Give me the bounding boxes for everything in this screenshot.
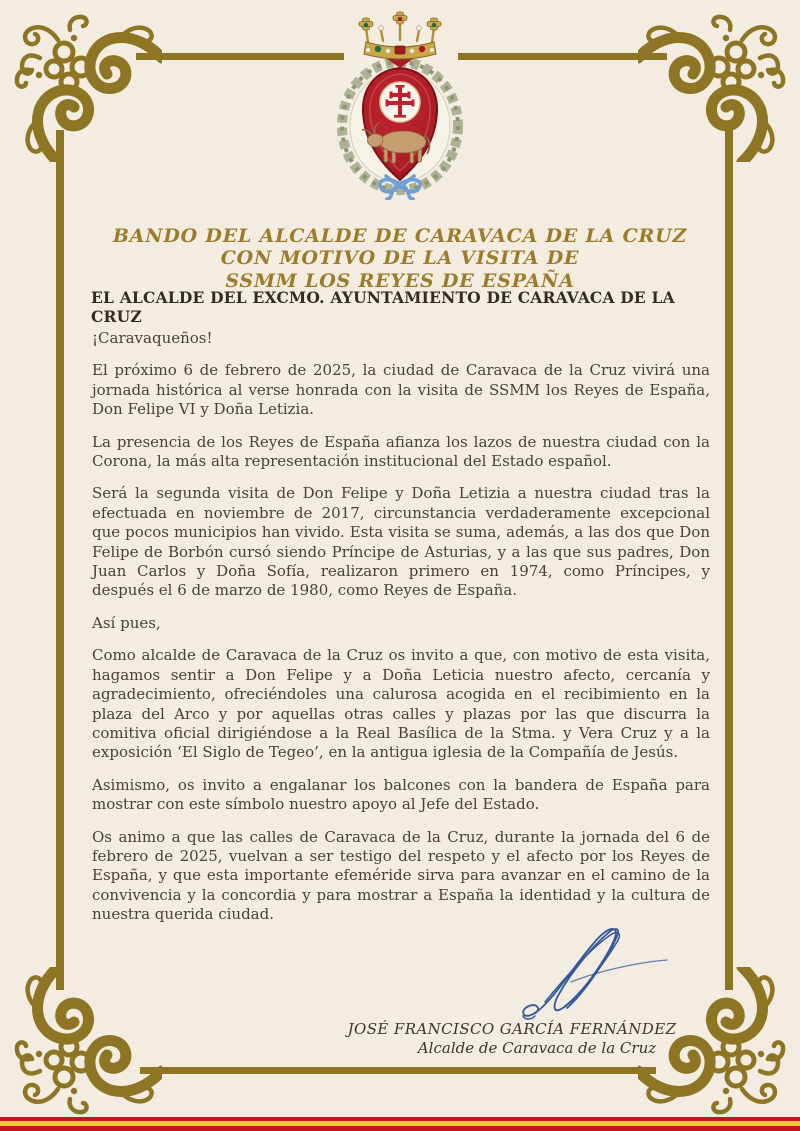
paragraph: El próximo 6 de febrero de 2025, la ciudad de Caravaca de la Cruz vivirá una jornada histórica al verse honrada con la visita de SSMM los Reyes de España, Don Felipe VI y Doña Letizia. — [92, 361, 710, 419]
coat-of-arms-icon — [320, 8, 480, 200]
paragraph: La presencia de los Reyes de España afianza los lazos de nuestra ciudad con la Corona, la más alta representación institucional del Estado español. — [92, 432, 710, 471]
signature-block — [307, 1020, 717, 1057]
document-title — [0, 225, 800, 293]
salutation: ¡Caravaqueños! — [92, 329, 213, 347]
frame-line-top-left — [136, 53, 344, 60]
crown-icon — [359, 12, 441, 68]
signature-icon — [505, 918, 675, 1023]
corner-flourish-icon — [12, 12, 162, 162]
paragraph: Como alcalde de Caravaca de la Cruz os invito a que, con motivo de esta visita, hagamos sentir a Don Felipe y a Doña Leticia nuestro afecto, cercanía y agradecimiento, ofreciéndoles una calurosa acogida en el recibimiento en la plaza del Arco y por aquellas otras calles y plazas por las que discurra la comitiva oficial dirigiéndose a la Real Basílica de la Stma. y Vera Cruz y a la exposición ‘El Siglo de Tegeo’, en la antigua iglesia de la Compañía de Jesús. — [92, 646, 710, 762]
flag-red-stripe — [0, 1126, 800, 1131]
title-line-3: SSMM LOS REYES DE ESPAÑA — [225, 269, 575, 292]
title-line-2: CON MOTIVO DE LA VISITA DE — [220, 247, 580, 270]
corner-flourish-icon — [638, 12, 788, 162]
paragraph: Asimismo, os invito a engalanar los balcones con la bandera de España para mostrar con este símbolo nuestro apoyo al Jefe del Estado. — [92, 775, 710, 814]
frame-line-bottom — [140, 1067, 656, 1074]
frame-line-top-right — [458, 53, 667, 60]
signer-role: Alcalde de Caravaca de la Cruz — [417, 1039, 657, 1057]
document-body — [92, 329, 710, 938]
paragraph: Os animo a que las calles de Caravaca de la Cruz, durante la jornada del 6 de febrero de 2025, vuelvan a ser testigo del respeto y el afecto por los Reyes de España, y que esta importante efeméride sirva para avanzar en el camino de la convivencia y la concordia y para mostrar a España la identidad y la cultura de nuestra querida ciudad. — [92, 827, 710, 924]
spain-flag-stripe — [0, 1117, 800, 1131]
issuer-heading: EL ALCALDE DEL EXCMO. AYUNTAMIENTO DE CARAVACA DE LA CRUZ — [91, 288, 675, 326]
signer-name: JOSÉ FRANCISCO GARCÍA FERNÁNDEZ — [347, 1020, 677, 1038]
paragraph: Será la segunda visita de Don Felipe y Doña Letizia a nuestra ciudad tras la efectuada en noviembre de 2017, circunstancia verdaderamente excepcional que pocos municipios han vivido. Esta visita se suma, además, a las dos que Don Felipe de Borbón cursó siendo Príncipe de Asturias, y a las que sus padres, Don Juan Carlos y Doña Sofía, realizaron primero en 1974, como Príncipes, y después el 6 de marzo de 1980, como Reyes de España. — [92, 484, 710, 600]
title-line-1: BANDO DEL ALCALDE DE CARAVACA DE LA CRUZ — [112, 224, 688, 247]
corner-flourish-icon — [12, 967, 162, 1117]
paragraph: Así pues, — [92, 613, 161, 632]
